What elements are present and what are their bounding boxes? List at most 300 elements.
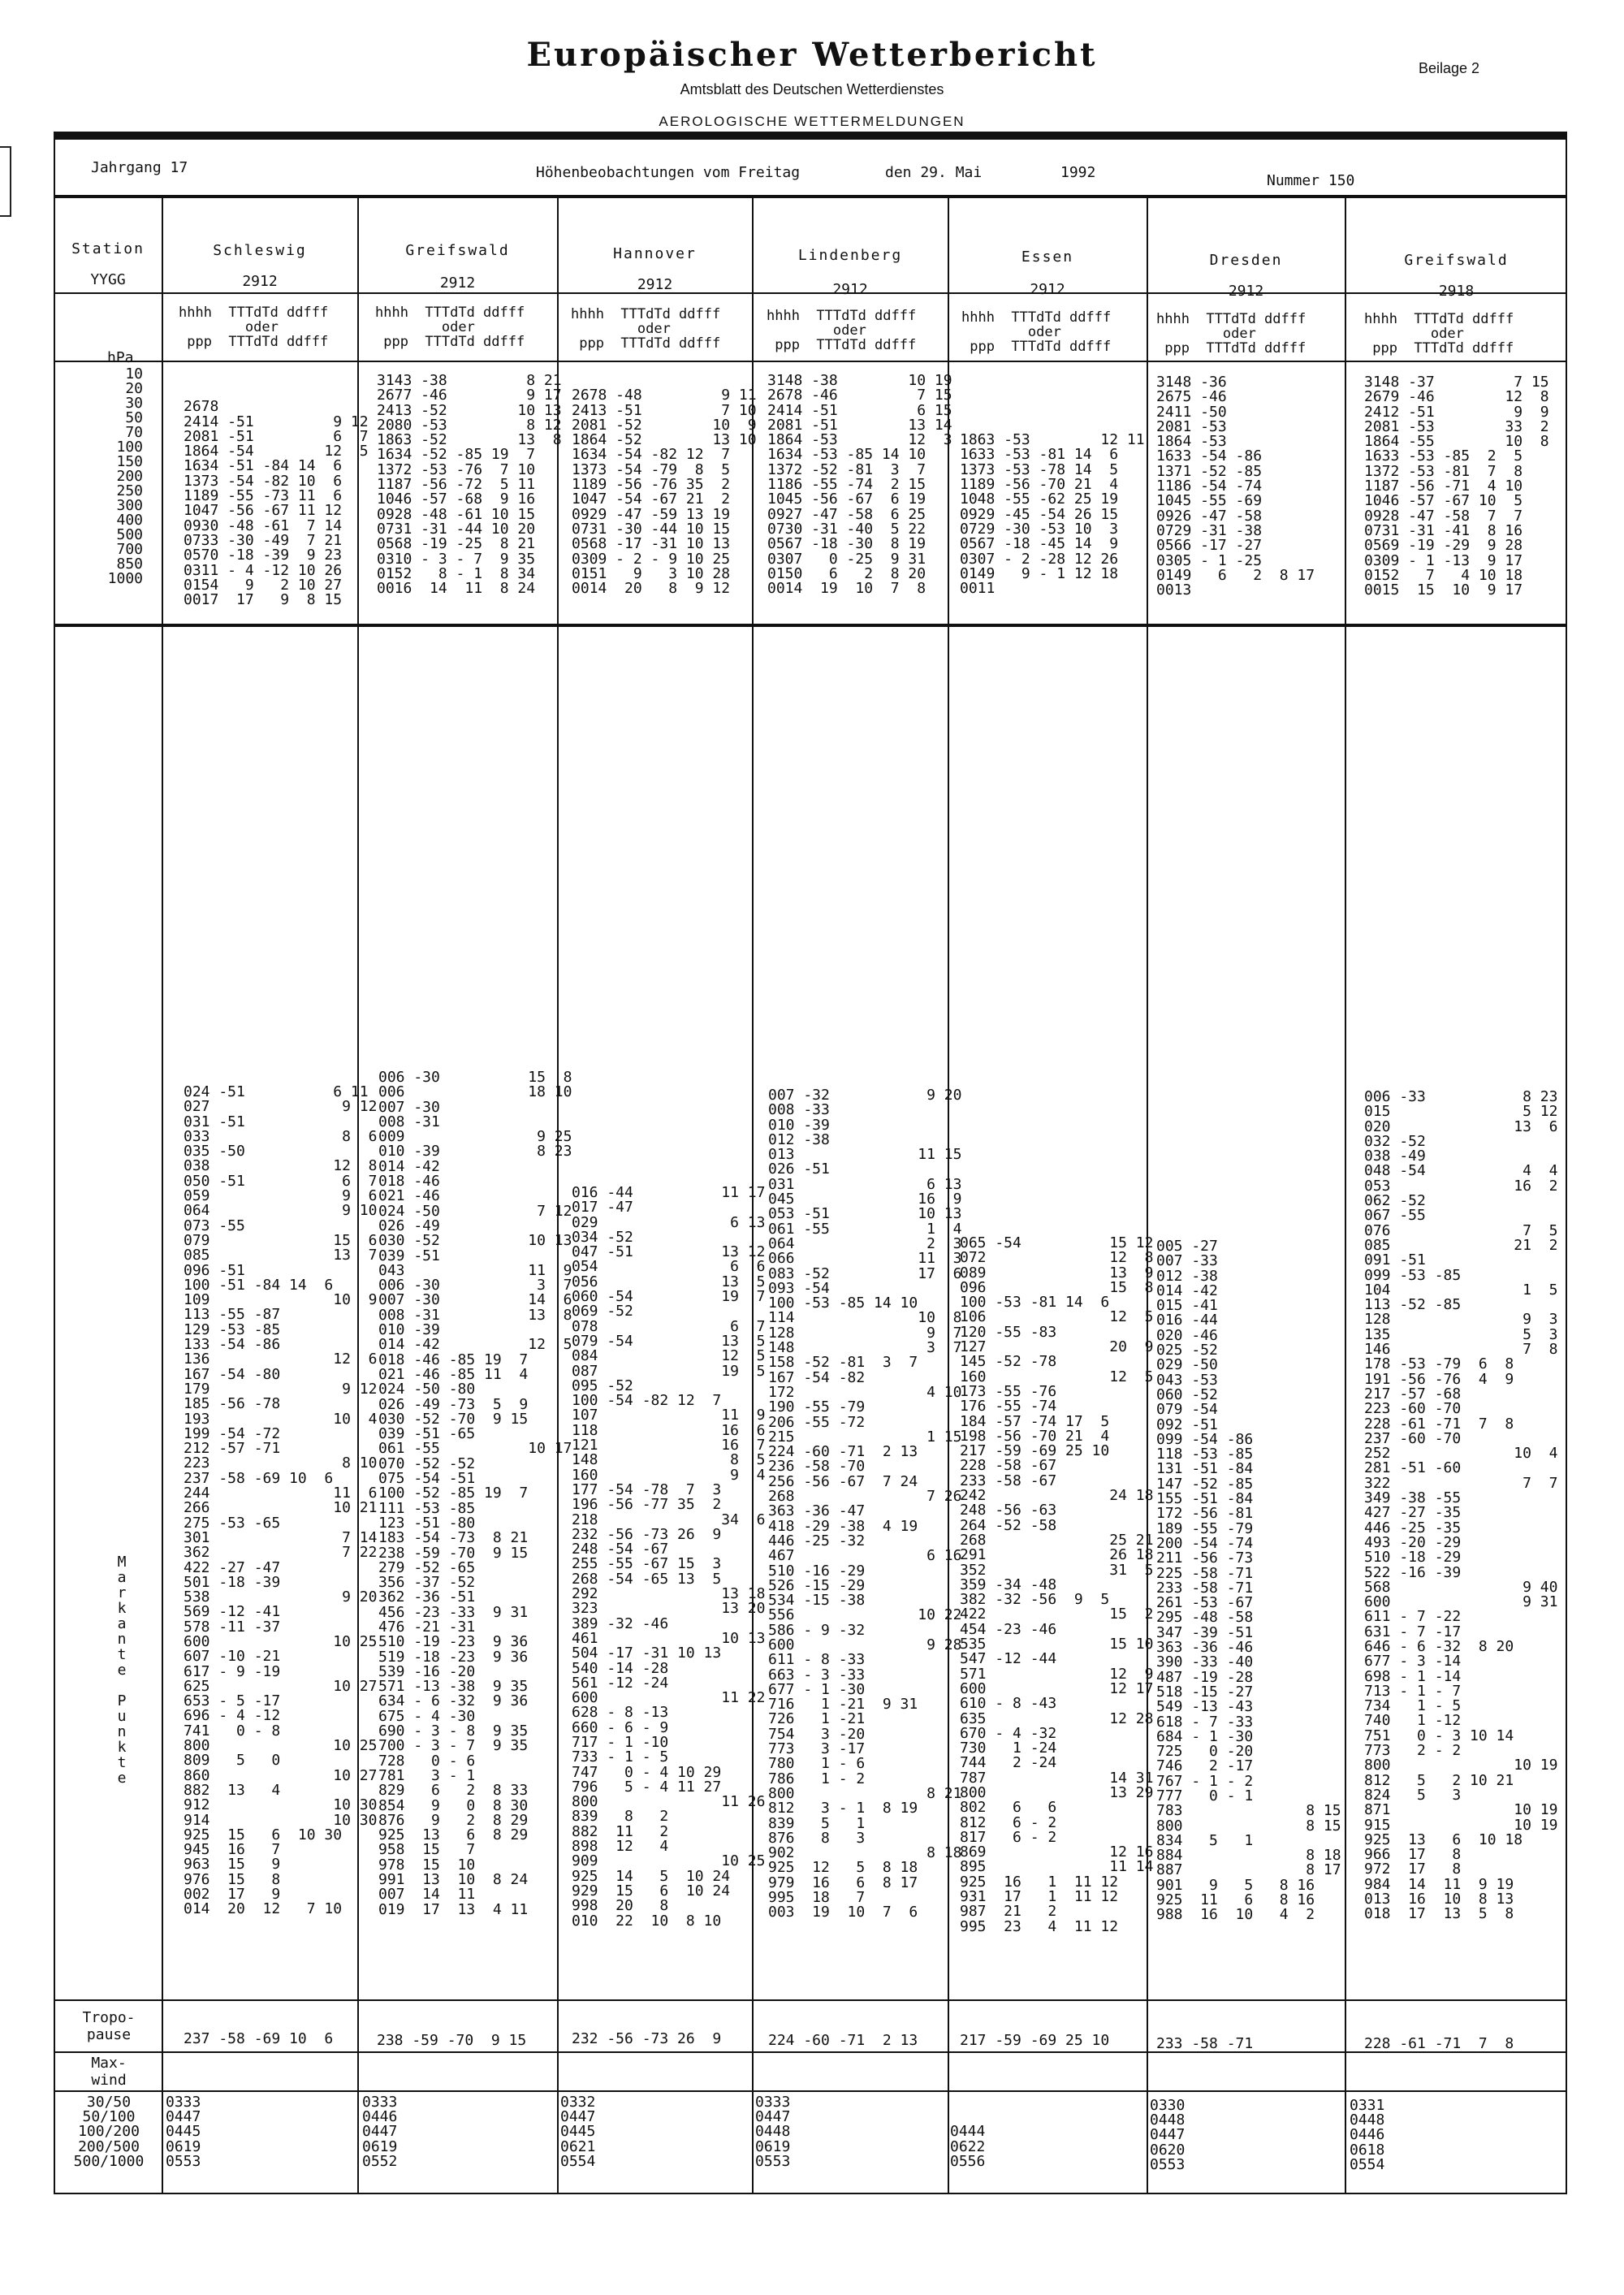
marked-points-letter: k bbox=[117, 1600, 127, 1617]
point-row: 931 17 1 11 12 bbox=[960, 1888, 1119, 1906]
point-row: 191 -56 -76 4 9 bbox=[1364, 1370, 1514, 1388]
point-row: 561 -12 -24 bbox=[572, 1674, 669, 1692]
station-name: Dresden bbox=[1209, 252, 1283, 269]
point-row: 079 -54 bbox=[1156, 1401, 1218, 1419]
point-row: 912 10 30 bbox=[184, 1796, 378, 1814]
point-row: 010 -39 bbox=[378, 1321, 440, 1339]
point-row: 111 -53 -85 bbox=[378, 1499, 476, 1517]
point-row: 079 -54 13 5 bbox=[572, 1332, 766, 1350]
marked-points-letter: n bbox=[117, 1723, 127, 1740]
level-row: 1046 -57 -67 10 5 bbox=[1364, 492, 1523, 510]
point-row: 015 5 12 bbox=[1364, 1103, 1558, 1121]
level-row bbox=[960, 404, 1145, 418]
point-row: 155 -51 -84 bbox=[1156, 1490, 1254, 1508]
level-row: 1634 -53 -85 14 10 bbox=[767, 446, 926, 464]
point-row: 268 25 21 bbox=[960, 1531, 1154, 1549]
point-row: 786 1 - 2 bbox=[768, 1770, 866, 1787]
point-row: 225 -58 -71 bbox=[1156, 1564, 1254, 1582]
level-row: 1373 -54 -82 10 6 bbox=[184, 472, 343, 490]
level-row: 0731 -30 -44 10 15 bbox=[572, 520, 731, 538]
point-row: 522 -16 -39 bbox=[1364, 1563, 1462, 1581]
level-row: 0729 -31 -38 bbox=[1156, 521, 1263, 539]
tropopause-value: 237 -58 -69 10 6 bbox=[184, 2030, 334, 2047]
level-row: 1634 -51 -84 14 6 bbox=[184, 457, 343, 475]
point-row: 053 -51 10 13 bbox=[768, 1205, 962, 1223]
level-row: 3148 -37 7 15 bbox=[1364, 374, 1549, 391]
level-row: 0928 -48 -61 10 15 bbox=[377, 505, 536, 523]
point-row: 242 24 18 bbox=[960, 1487, 1154, 1505]
station-code: 2912 bbox=[439, 274, 476, 292]
point-row: 019 17 13 4 11 bbox=[378, 1900, 529, 1918]
point-row: 418 -29 -38 4 19 bbox=[768, 1517, 918, 1535]
point-row: 024 -50 -80 bbox=[378, 1381, 476, 1398]
point-row: 018 -46 -85 19 7 bbox=[378, 1351, 529, 1368]
point-row: 212 -57 -71 bbox=[184, 1440, 281, 1458]
level-row: 1045 -56 -67 6 19 bbox=[767, 491, 926, 508]
point-row: 185 -56 -78 bbox=[184, 1395, 281, 1413]
point-row: 237 -58 -69 10 6 bbox=[184, 1469, 334, 1487]
point-row: 675 - 4 -30 bbox=[378, 1707, 476, 1725]
level-row: 2414 -51 9 12 bbox=[184, 413, 369, 430]
maxwind-row: 0447 bbox=[560, 2108, 596, 2126]
point-row: 183 -54 -73 8 21 bbox=[378, 1529, 529, 1547]
marked-points bbox=[960, 1236, 1153, 1934]
point-row: 113 -52 -85 bbox=[1364, 1296, 1462, 1314]
point-row: 196 -56 -77 35 2 bbox=[572, 1496, 722, 1514]
point-row: 026 -49 bbox=[378, 1217, 440, 1234]
level-row: 2081 -53 33 2 bbox=[1364, 417, 1549, 435]
level-row: 0152 7 4 10 18 bbox=[1364, 566, 1523, 584]
maxwind-row: 0620 bbox=[1150, 2141, 1186, 2159]
level-row: 2081 -51 6 7 bbox=[184, 427, 369, 445]
point-row: 096 15 8 bbox=[960, 1278, 1154, 1296]
point-row: 160 9 4 bbox=[572, 1466, 766, 1484]
point-row: 902 8 18 bbox=[768, 1844, 962, 1862]
point-row: 751 0 - 3 10 14 bbox=[1364, 1727, 1514, 1744]
point-row: 059 9 6 bbox=[184, 1187, 378, 1205]
point-row: 422 -27 -47 bbox=[184, 1558, 281, 1576]
point-row: 646 - 6 -32 8 20 bbox=[1364, 1637, 1514, 1655]
maxwind-row bbox=[950, 2095, 985, 2110]
level-row: 2413 -52 10 13 bbox=[377, 401, 562, 419]
point-row: 295 -48 -58 bbox=[1156, 1609, 1254, 1627]
point-row: 504 -17 -31 10 13 bbox=[572, 1645, 722, 1662]
point-row: 061 -55 10 17 bbox=[378, 1440, 572, 1458]
point-row: 045 16 9 bbox=[768, 1191, 962, 1208]
point-row: 100 -52 -85 19 7 bbox=[378, 1485, 529, 1502]
marked-points bbox=[768, 1088, 961, 1921]
point-row: 323 13 20 bbox=[572, 1600, 766, 1618]
level-row: 0731 -31 -44 10 20 bbox=[377, 520, 536, 538]
point-row: 172 -56 -81 bbox=[1156, 1505, 1254, 1523]
point-row: 713 - 1 - 7 bbox=[1364, 1682, 1462, 1700]
level-row: 1189 -56 -76 35 2 bbox=[572, 476, 731, 494]
point-row: 929 15 6 10 24 bbox=[572, 1882, 731, 1900]
maxwind-values bbox=[1150, 2098, 1185, 2172]
maxwind-row: 0618 bbox=[1350, 2141, 1385, 2159]
point-row: 696 - 4 -12 bbox=[184, 1707, 281, 1725]
point-row: 016 -44 11 17 bbox=[572, 1184, 766, 1201]
point-row: 611 - 7 -22 bbox=[1364, 1608, 1462, 1626]
level-row: 0568 -17 -31 10 13 bbox=[572, 535, 731, 553]
point-row: 113 -55 -87 bbox=[184, 1306, 281, 1324]
station-code: 2912 bbox=[1228, 283, 1264, 300]
point-row: 025 -52 bbox=[1156, 1342, 1218, 1359]
point-row: 895 11 14 bbox=[960, 1858, 1154, 1876]
point-row: 925 15 6 10 30 bbox=[184, 1826, 343, 1843]
report-title: Europäischer Wetterbericht bbox=[526, 36, 1098, 74]
level-row: 0307 0 -25 9 31 bbox=[767, 550, 926, 568]
point-row: 167 -54 -80 bbox=[184, 1365, 281, 1383]
level-row: 0929 -47 -59 13 19 bbox=[572, 505, 731, 523]
point-row: 501 -18 -39 bbox=[184, 1573, 281, 1591]
point-row: 510 -18 -29 bbox=[1364, 1549, 1462, 1567]
level-row bbox=[960, 388, 1145, 403]
column-header: hhhh TTTdTd ddfff oder ppp TTTdTd ddfff bbox=[767, 308, 917, 353]
level-row: 0015 15 10 9 17 bbox=[1364, 581, 1523, 599]
point-row: 005 -27 bbox=[1156, 1238, 1218, 1255]
point-row: 012 -38 bbox=[768, 1130, 830, 1148]
point-row: 829 6 2 8 33 bbox=[378, 1782, 529, 1800]
point-row: 291 26 18 bbox=[960, 1546, 1154, 1564]
point-row: 446 -25 -32 bbox=[768, 1532, 866, 1549]
point-row: 978 15 10 bbox=[378, 1856, 476, 1874]
level-row: 2081 -52 10 9 bbox=[572, 416, 757, 434]
point-row: 754 3 -20 bbox=[768, 1725, 866, 1743]
column-header: hhhh TTTdTd ddfff oder ppp TTTdTd ddfff bbox=[571, 306, 721, 352]
rule bbox=[54, 1999, 1567, 2001]
point-row: 767 - 1 - 2 bbox=[1156, 1772, 1254, 1790]
point-row: 031 -51 bbox=[184, 1113, 245, 1130]
level-row: 0013 bbox=[1156, 581, 1192, 599]
station-code: 2912 bbox=[832, 281, 868, 298]
point-row: 008 -31 13 8 bbox=[378, 1306, 572, 1324]
point-row: 901 9 5 8 16 bbox=[1156, 1876, 1315, 1894]
point-row: 007 -32 9 20 bbox=[768, 1087, 962, 1104]
level-row: 2081 -51 13 14 bbox=[767, 416, 952, 434]
point-row: 070 -52 -52 bbox=[378, 1454, 476, 1472]
marked-points bbox=[184, 1085, 377, 1917]
level-row: 2675 -46 bbox=[1156, 388, 1227, 406]
point-row: 800 10 19 bbox=[1364, 1757, 1558, 1774]
level-row: 0730 -31 -40 5 22 bbox=[767, 520, 926, 538]
point-row: 014 -42 12 5 bbox=[378, 1336, 572, 1354]
maxwind-row: 0332 bbox=[560, 2094, 596, 2111]
marked-points bbox=[1364, 1090, 1557, 1922]
point-row: 060 -52 bbox=[1156, 1385, 1218, 1403]
station-name: Hannover bbox=[613, 245, 697, 262]
level-row: 0014 19 10 7 8 bbox=[767, 580, 926, 598]
point-row: 534 -15 -38 bbox=[768, 1592, 866, 1610]
point-row: 237 -60 -70 bbox=[1364, 1429, 1462, 1447]
point-row: 876 9 2 8 29 bbox=[378, 1811, 529, 1829]
point-row: 945 16 7 bbox=[184, 1841, 281, 1859]
level-row: 1372 -53 -81 7 8 bbox=[1364, 462, 1523, 480]
point-row: 189 -55 -79 bbox=[1156, 1519, 1254, 1537]
point-row: 281 -51 -60 bbox=[1364, 1459, 1462, 1477]
column-divider bbox=[1345, 195, 1346, 2194]
maxwind-row: 0553 bbox=[755, 2152, 791, 2170]
point-row: 744 2 -24 bbox=[960, 1754, 1057, 1772]
level-row: 1045 -55 -69 bbox=[1156, 492, 1263, 510]
point-row: 963 15 9 bbox=[184, 1856, 281, 1874]
level-row: 1373 -53 -78 14 5 bbox=[960, 460, 1119, 478]
point-row: 677 - 1 -30 bbox=[768, 1680, 866, 1698]
point-row: 008 -33 bbox=[768, 1101, 830, 1119]
point-row: 008 -31 bbox=[378, 1113, 440, 1130]
tropopause-label bbox=[57, 2009, 161, 2043]
table-top-rule bbox=[54, 132, 1567, 140]
point-row: 796 5 - 4 11 27 bbox=[572, 1778, 722, 1796]
point-row: 741 0 - 8 bbox=[184, 1722, 281, 1740]
level-row: 0309 - 1 -13 9 17 bbox=[1364, 551, 1523, 569]
maxwind-row: 0444 bbox=[950, 2123, 986, 2141]
point-row: 034 -52 bbox=[572, 1228, 633, 1246]
point-row: 002 17 9 bbox=[184, 1886, 281, 1904]
pressure-level: 850 bbox=[116, 555, 143, 573]
tropopause-value: 238 -59 -70 9 15 bbox=[377, 2032, 527, 2049]
point-row: 734 1 - 5 bbox=[1364, 1697, 1462, 1715]
point-row: 925 13 6 10 18 bbox=[1364, 1830, 1523, 1848]
station-levels bbox=[184, 385, 369, 607]
point-row: 248 -56 -63 bbox=[960, 1502, 1057, 1519]
label-line: Max- bbox=[91, 2055, 127, 2072]
point-row: 898 12 4 bbox=[572, 1838, 669, 1856]
column-header: hhhh TTTdTd ddfff oder ppp TTTdTd ddfff bbox=[1364, 311, 1514, 357]
maxwind-values bbox=[166, 2095, 201, 2169]
rule bbox=[54, 2051, 1567, 2053]
point-row: 099 -53 -85 bbox=[1364, 1266, 1462, 1284]
point-row: 925 12 5 8 18 bbox=[768, 1859, 918, 1877]
point-row: 568 9 40 bbox=[1364, 1578, 1558, 1596]
point-row: 716 1 -21 9 31 bbox=[768, 1696, 918, 1714]
point-row: 876 8 3 bbox=[768, 1829, 866, 1847]
point-row: 663 - 3 -33 bbox=[768, 1666, 866, 1683]
point-row: 781 3 - 1 bbox=[378, 1766, 476, 1784]
point-row: 146 7 8 bbox=[1364, 1341, 1558, 1359]
layer-labels bbox=[57, 2095, 161, 2169]
maxwind-values bbox=[950, 2095, 985, 2169]
label-line: wind bbox=[91, 2072, 127, 2089]
point-row: 038 12 8 bbox=[184, 1157, 378, 1175]
point-row: 800 10 25 bbox=[184, 1737, 378, 1755]
station-code: 2912 bbox=[637, 276, 673, 293]
station-levels bbox=[1156, 375, 1315, 598]
maxwind-row: 0447 bbox=[755, 2108, 791, 2126]
point-row: 031 6 13 bbox=[768, 1175, 962, 1193]
point-row: 121 16 7 bbox=[572, 1437, 766, 1454]
point-row: 454 -23 -46 bbox=[960, 1620, 1057, 1638]
level-row: 2411 -50 bbox=[1156, 403, 1227, 421]
station-code: 2918 bbox=[1438, 283, 1475, 300]
point-row: 066 11 3 bbox=[768, 1250, 962, 1268]
point-row: 610 - 8 -43 bbox=[960, 1695, 1057, 1713]
point-row: 547 -12 -44 bbox=[960, 1650, 1057, 1668]
tropopause-value: 228 -61 -71 7 8 bbox=[1364, 2035, 1514, 2052]
level-row: 0733 -30 -49 7 21 bbox=[184, 531, 343, 549]
maxwind-row: 0447 bbox=[362, 2123, 398, 2141]
point-row: 043 -53 bbox=[1156, 1371, 1218, 1389]
point-row: 347 -39 -51 bbox=[1156, 1623, 1254, 1641]
maxwind-row: 0554 bbox=[1350, 2155, 1385, 2173]
point-row: 600 10 25 bbox=[184, 1632, 378, 1650]
point-row: 519 -18 -23 9 36 bbox=[378, 1648, 529, 1666]
column-divider bbox=[162, 195, 163, 2194]
point-row: 100 -53 -85 14 10 bbox=[768, 1294, 918, 1312]
level-row: 0149 9 - 1 12 18 bbox=[960, 564, 1119, 582]
point-row: 199 -54 -72 bbox=[184, 1424, 281, 1442]
point-row: 631 - 7 -17 bbox=[1364, 1623, 1462, 1640]
marked-points-letter: e bbox=[117, 1662, 127, 1679]
marked-points-letter bbox=[114, 1678, 130, 1693]
point-row: 147 -52 -85 bbox=[1156, 1475, 1254, 1493]
point-row: 884 8 18 bbox=[1156, 1847, 1341, 1865]
point-row: 909 10 25 bbox=[572, 1852, 766, 1870]
point-row: 925 13 6 8 29 bbox=[378, 1826, 529, 1844]
maxwind-row: 0619 bbox=[362, 2137, 398, 2155]
point-row: 292 13 18 bbox=[572, 1585, 766, 1603]
point-row: 017 -47 bbox=[572, 1199, 633, 1217]
point-row: 422 15 2 bbox=[960, 1606, 1154, 1623]
point-row: 540 -14 -28 bbox=[572, 1659, 669, 1677]
point-row: 995 23 4 11 12 bbox=[960, 1917, 1119, 1935]
level-row: 0014 20 8 9 12 bbox=[572, 580, 731, 598]
point-row: 839 5 1 bbox=[768, 1814, 866, 1832]
point-row: 039 -51 bbox=[378, 1247, 440, 1264]
point-row: 839 8 2 bbox=[572, 1808, 669, 1826]
point-row: 266 10 21 bbox=[184, 1499, 378, 1517]
level-row: 0569 -19 -29 9 28 bbox=[1364, 537, 1523, 555]
label-line: pause bbox=[86, 2026, 132, 2043]
level-row: 0311 - 4 -12 10 26 bbox=[184, 561, 343, 579]
pressure-level: 400 bbox=[116, 512, 143, 529]
level-row: 2412 -51 9 9 bbox=[1364, 403, 1549, 421]
hpa-label: hPa bbox=[107, 349, 134, 366]
point-row: 007 -30 14 6 bbox=[378, 1291, 572, 1309]
point-row: 725 0 -20 bbox=[1156, 1743, 1254, 1761]
maxwind-row: 0330 bbox=[1150, 2097, 1186, 2114]
point-row: 677 - 3 -14 bbox=[1364, 1653, 1462, 1670]
level-row: 1373 -54 -79 8 5 bbox=[572, 460, 731, 478]
point-row: 013 16 10 8 13 bbox=[1364, 1891, 1514, 1908]
point-row: 363 -36 -47 bbox=[768, 1502, 866, 1520]
point-row: 107 11 9 bbox=[572, 1407, 766, 1424]
point-row: 024 -51 6 11 bbox=[184, 1083, 369, 1100]
point-row: 700 - 3 - 7 9 35 bbox=[378, 1737, 529, 1755]
maxwind-row: 0553 bbox=[166, 2152, 201, 2170]
point-row: 991 13 10 8 24 bbox=[378, 1871, 529, 1889]
marked-points bbox=[1156, 1239, 1341, 1923]
level-row: 1864 -54 12 5 bbox=[184, 443, 369, 460]
maxwind-row: 0446 bbox=[1350, 2126, 1385, 2144]
point-row: 958 15 7 bbox=[378, 1841, 476, 1859]
level-row: 0927 -47 -58 6 25 bbox=[767, 505, 926, 523]
point-row: 085 21 2 bbox=[1364, 1236, 1558, 1254]
point-row: 600 9 28 bbox=[768, 1636, 962, 1653]
marked-points-letter: r bbox=[117, 1584, 127, 1601]
station-code: 2912 bbox=[1030, 281, 1065, 298]
point-row: 238 -59 -70 9 15 bbox=[378, 1544, 529, 1562]
point-row: 093 -54 bbox=[768, 1279, 830, 1297]
level-row: 1864 -52 13 10 bbox=[572, 431, 757, 449]
point-row: 995 18 7 bbox=[768, 1889, 866, 1907]
maxwind-row: 0447 bbox=[166, 2108, 201, 2126]
point-row: 018 -46 bbox=[378, 1173, 440, 1191]
tropopause-value: 233 -58 -71 bbox=[1156, 2035, 1254, 2052]
column-header: hhhh TTTdTd ddfff oder ppp TTTdTd ddfff bbox=[375, 305, 525, 350]
point-row: 539 -16 -20 bbox=[378, 1662, 476, 1680]
point-row: 009 9 25 bbox=[378, 1128, 572, 1146]
maxwind-row: 0448 bbox=[755, 2123, 791, 2141]
point-row: 233 -58 -67 bbox=[960, 1472, 1057, 1489]
point-row: 010 -39 bbox=[768, 1116, 830, 1134]
point-row: 032 -52 bbox=[1364, 1132, 1426, 1150]
point-row: 467 6 16 bbox=[768, 1547, 962, 1565]
point-row: 684 - 1 -30 bbox=[1156, 1727, 1254, 1745]
point-row: 158 -52 -81 3 7 bbox=[768, 1354, 918, 1372]
level-row: 1634 -52 -85 19 7 bbox=[377, 446, 536, 464]
point-row: 817 6 - 2 bbox=[960, 1828, 1057, 1846]
label-line: Tropo- bbox=[82, 2009, 136, 2026]
maxwind-row: 0446 bbox=[362, 2108, 398, 2126]
maxwind-label bbox=[57, 2055, 161, 2089]
point-row: 172 4 10 bbox=[768, 1383, 962, 1401]
point-row: 016 -44 bbox=[1156, 1312, 1218, 1329]
point-row: 014 -42 bbox=[378, 1157, 440, 1175]
maxwind-row: 0445 bbox=[560, 2123, 596, 2141]
level-row: 0154 9 2 10 27 bbox=[184, 576, 343, 594]
point-row: 029 -50 bbox=[1156, 1356, 1218, 1374]
point-row: 925 11 6 8 16 bbox=[1156, 1891, 1315, 1909]
station-name: Schleswig bbox=[213, 242, 307, 259]
issue-number: Nummer 150 bbox=[1267, 172, 1355, 189]
maxwind-values bbox=[1350, 2098, 1384, 2172]
observation-year: 1992 bbox=[1060, 164, 1096, 181]
level-row: 1864 -55 10 8 bbox=[1364, 433, 1549, 451]
supplement-label: Beilage 2 bbox=[1418, 60, 1479, 76]
point-row: 006 -30 15 8 bbox=[378, 1069, 572, 1086]
maxwind-values bbox=[560, 2095, 595, 2169]
point-row: 184 -57 -74 17 5 bbox=[960, 1412, 1110, 1430]
point-row: 493 -20 -29 bbox=[1364, 1533, 1462, 1551]
level-row: 0011 bbox=[960, 580, 996, 598]
point-row: 024 -50 7 12 bbox=[378, 1202, 572, 1220]
level-row: 2414 -51 6 15 bbox=[767, 401, 952, 419]
level-row: 1046 -57 -68 9 16 bbox=[377, 491, 536, 508]
level-row bbox=[960, 374, 1145, 388]
level-row: 1047 -56 -67 11 12 bbox=[184, 502, 343, 520]
point-row: 809 5 0 bbox=[184, 1752, 281, 1770]
station-name: Lindenberg bbox=[797, 247, 903, 264]
point-row: 268 -54 -65 13 5 bbox=[572, 1570, 722, 1588]
marked-points-letter: P bbox=[117, 1692, 127, 1709]
point-row: 085 13 7 bbox=[184, 1247, 378, 1264]
level-row: 1187 -56 -72 5 11 bbox=[377, 476, 536, 494]
point-row: 013 11 15 bbox=[768, 1146, 962, 1164]
point-row: 061 -55 1 4 bbox=[768, 1220, 962, 1238]
point-row: 854 9 0 8 30 bbox=[378, 1796, 529, 1814]
point-row: 773 2 - 2 bbox=[1364, 1742, 1462, 1760]
level-row: 2677 -46 9 17 bbox=[377, 387, 562, 404]
point-row: 100 -54 -82 12 7 bbox=[572, 1392, 722, 1410]
point-row: 301 7 14 bbox=[184, 1528, 378, 1546]
point-row: 871 10 19 bbox=[1364, 1801, 1558, 1819]
rule bbox=[54, 624, 1567, 627]
point-row: 100 -53 -81 14 6 bbox=[960, 1294, 1110, 1312]
level-row: 1189 -56 -70 21 4 bbox=[960, 476, 1119, 494]
level-row: 0926 -47 -58 bbox=[1156, 507, 1263, 525]
point-row: 133 -54 -86 bbox=[184, 1336, 281, 1354]
